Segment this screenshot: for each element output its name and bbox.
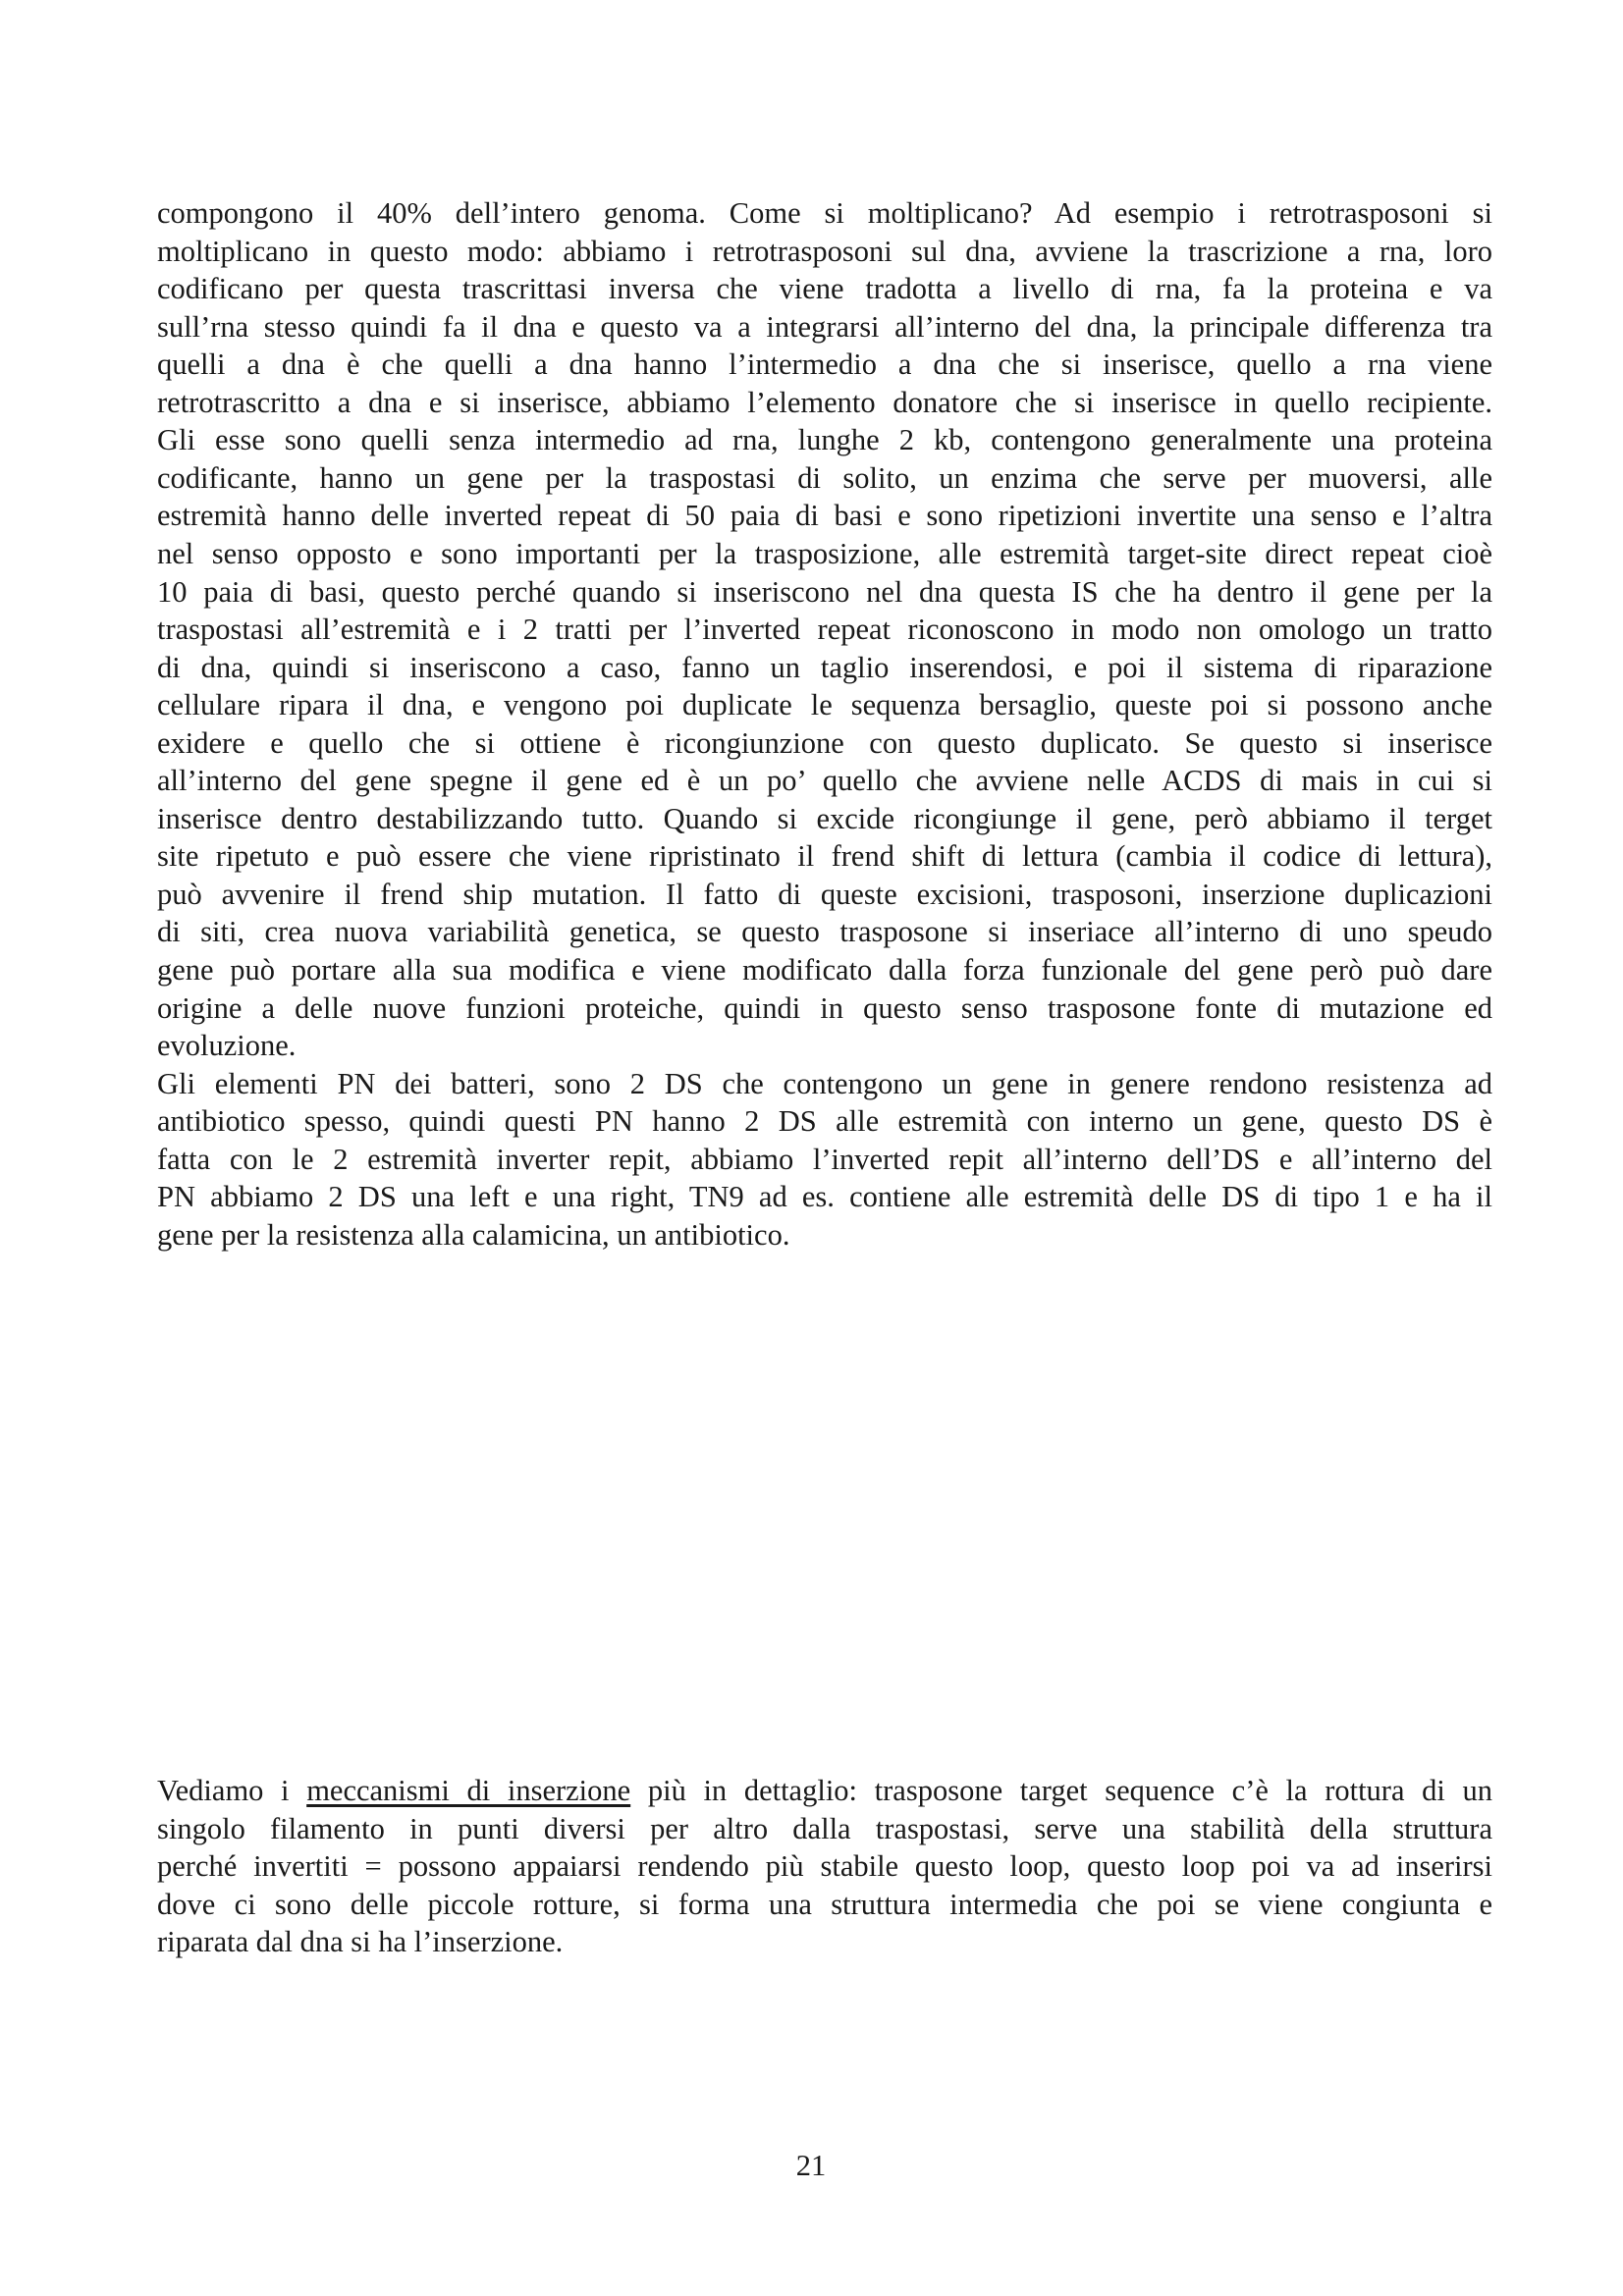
text-line: exidere e quello che si ottiene è ricongiunzione con questo duplicato. Se questo si inserisce [157,725,1492,760]
text-line: codificante, hanno un gene per la traspostasi di solito, un enzima che serve per muoversi, alle [157,460,1492,495]
text-line: riparata dal dna si ha l’inserzione. [157,1925,564,1959]
text-line: perché invertiti = possono appaiarsi rendendo più stabile questo loop, questo loop poi va ad inserirsi [157,1849,1492,1884]
text-line: quelli a dna è che quelli a dna hanno l’intermedio a dna che si inserisce, quello a rna viene [157,347,1492,382]
text-line: codificano per questa trascrittasi inversa che viene tradotta a livello di rna, fa la proteina e va [157,272,1492,306]
line-prefix: Vediamo i [157,1774,307,1807]
text-line: sull’rna stesso quindi fa il dna e questo va a integrarsi all’interno del dna, la principale differenza tra [157,309,1492,344]
text-line: retrotrascritto a dna e si inserisce, abbiamo l’elemento donatore che si inserisce in quello recipiente. [157,385,1492,419]
text-line: 10 paia di basi, questo perché quando si inseriscono nel dna questa IS che ha dentro il gene per la [157,574,1492,609]
text-line: singolo filamento in punti diversi per altro dalla traspostasi, serve una stabilità della struttura [157,1811,1492,1845]
text-line: all’interno del gene spegne il gene ed è un po’ quello che avviene nelle ACDS di mais in cui si [157,764,1492,798]
text-line: gene per la resistenza alla calamicina, un antibiotico. [157,1217,790,1252]
text-line: di siti, crea nuova variabilità genetica, se questo trasposone si inseriace all’interno di uno speudo [157,915,1492,949]
text-line: può avvenire il frend ship mutation. Il fatto di queste excisioni, trasposoni, inserzione duplicazioni [157,877,1492,911]
text-line: fatta con le 2 estremità inverter repit, abbiamo l’inverted repit all’interno dell’DS e all’interno del [157,1142,1492,1176]
text-line: di dna, quindi si inseriscono a caso, fanno un taglio inserendosi, e poi il sistema di riparazione [157,650,1492,684]
text-line: origine a delle nuove funzioni proteiche, quindi in questo senso trasposone fonte di mutazione ed [157,990,1492,1025]
text-line: inserisce dentro destabilizzando tutto. Quando si excide ricongiunge il gene, però abbiamo il terget [157,801,1492,835]
text-line: compongono il 40% dell’intero genoma. Come si moltiplicano? Ad esempio i retrotrasposoni si [157,196,1492,230]
text-line: traspostasi all’estremità e i 2 tratti per l’inverted repeat riconoscono in modo non omologo un tratto [157,613,1492,646]
text-line: Gli esse sono quelli senza intermedio ad rna, lunghe 2 kb, contengono generalmente una proteina [157,423,1492,457]
underlined-heading: meccanismi di inserzione [306,1774,631,1807]
text-line: nel senso opposto e sono importanti per la trasposizione, alle estremità target-site direct repeat cioè [157,537,1492,570]
text-line: PN abbiamo 2 DS una left e una right, TN9 ad es. contiene alle estremità delle DS di tipo 1 e ha il [157,1180,1492,1214]
text-line: Gli elementi PN dei batteri, sono 2 DS che contengono un gene in genere rendono resistenza ad [157,1066,1492,1100]
line-suffix: più in dettaglio: trasposone target sequence c’è la rottura di un [630,1774,1492,1807]
text-line: gene può portare alla sua modifica e viene modificato dalla forza funzionale del gene però può dare [157,953,1492,987]
text-line: moltiplicano in questo modo: abbiamo i retrotrasposoni sul dna, avviene la trascrizione a rna, loro [157,234,1492,268]
text-line: estremità hanno delle inverted repeat di 50 paia di basi e sono ripetizioni invertite una senso e l’altra [157,499,1492,533]
text-line: antibiotico spesso, quindi questi PN hanno 2 DS alle estremità con interno un gene, questo DS è [157,1104,1492,1139]
text-line: evoluzione. [157,1029,297,1063]
text-line: dove ci sono delle piccole rotture, si forma una struttura intermedia che poi se viene congiunta e [157,1887,1492,1921]
text-line: site ripetuto e può essere che viene ripristinato il frend shift di lettura (cambia il codice di lettura), [157,839,1492,874]
page-number: 21 [795,2149,827,2182]
text-line: cellulare ripara il dna, e vengono poi duplicate le sequenza bersaglio, queste poi si possono anche [157,688,1492,722]
